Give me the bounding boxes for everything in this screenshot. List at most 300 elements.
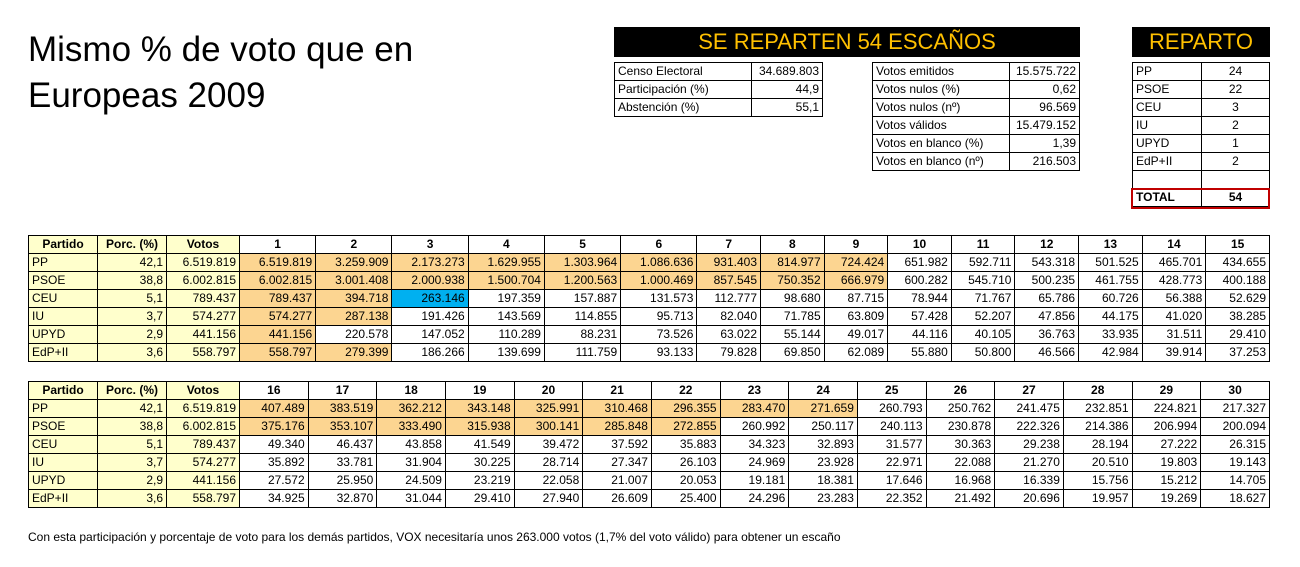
census-label: Censo Electoral [615,63,752,81]
party-votes: 6.002.815 [167,418,240,436]
quotient-cell: 34.323 [720,436,789,454]
total-highlight-box [1131,188,1270,209]
quotient-cell: 63.022 [697,326,761,344]
party-votes: 574.277 [167,308,240,326]
party-votes: 6.002.815 [167,272,240,290]
reparto-party: CEU [1133,99,1202,117]
quotient-cell: 41.020 [1142,308,1206,326]
header-party: Partido [29,382,98,400]
votes-table [872,62,1080,171]
table-row [29,272,1270,290]
party-pct: 42,1 [98,400,167,418]
quotient-cell: 362.212 [377,400,446,418]
table-header-row [29,236,1270,254]
quotient-cell: 87.715 [824,290,888,308]
party-votes: 558.797 [167,490,240,508]
reparto-party: IU [1133,117,1202,135]
table-row [29,454,1270,472]
census-row [615,81,823,99]
quotient-cell: 857.545 [697,272,761,290]
quotient-cell: 465.701 [1142,254,1206,272]
quotient-cell: 24.509 [377,472,446,490]
header-divisor: 10 [888,236,952,254]
reparto-banner: REPARTO [1132,27,1270,57]
table-row [29,472,1270,490]
header-divisor: 29 [1132,382,1201,400]
quotient-cell: 1.000.469 [621,272,697,290]
census-value: 55,1 [752,99,823,117]
header-divisor: 14 [1142,236,1206,254]
header-divisor: 9 [824,236,888,254]
votes-row [873,117,1080,135]
quotient-cell: 23.928 [789,454,858,472]
header-divisor: 15 [1206,236,1270,254]
quotient-cell: 18.381 [789,472,858,490]
quotient-cell: 49.017 [824,326,888,344]
total-value: 54 [1202,189,1270,207]
header-divisor: 21 [583,382,652,400]
reparto-seats [1202,171,1270,189]
quotient-cell: 73.526 [621,326,697,344]
votes-label: Votos nulos (%) [873,81,1010,99]
header-divisor: 19 [445,382,514,400]
header-divisor: 8 [761,236,825,254]
quotient-cell: 217.327 [1201,400,1270,418]
party-votes: 789.437 [167,436,240,454]
quotient-cell: 147.052 [392,326,468,344]
reparto-party: PP [1133,63,1202,81]
header-party: Partido [29,236,98,254]
quotient-cell: 42.984 [1079,344,1143,362]
quotient-cell: 1.629.955 [468,254,544,272]
quotient-cell: 15.756 [1063,472,1132,490]
votes-row [873,81,1080,99]
quotient-cell: 2.173.273 [392,254,468,272]
header-divisor: 1 [240,236,316,254]
header-divisor: 7 [697,236,761,254]
party-pct: 38,8 [98,272,167,290]
quotient-cell: 383.519 [308,400,377,418]
quotient-cell: 43.858 [377,436,446,454]
quotient-cell: 206.994 [1132,418,1201,436]
census-label: Participación (%) [615,81,752,99]
party-name: IU [29,454,98,472]
quotient-cell: 52.207 [951,308,1015,326]
total-label: TOTAL [1133,189,1202,207]
quotient-cell: 300.141 [514,418,583,436]
quotient-cell: 29.410 [445,490,514,508]
party-votes: 6.519.819 [167,400,240,418]
quotient-cell: 71.785 [761,308,825,326]
quotient-cell: 931.403 [697,254,761,272]
quotient-cell: 29.238 [995,436,1064,454]
quotient-cell: 27.222 [1132,436,1201,454]
quotient-cell: 35.892 [240,454,309,472]
header-divisor: 22 [651,382,720,400]
header-divisor: 2 [316,236,392,254]
quotient-cell: 230.878 [926,418,995,436]
quotient-cell: 30.363 [926,436,995,454]
quotient-cell: 36.763 [1015,326,1079,344]
quotient-cell: 214.386 [1063,418,1132,436]
quotient-cell: 27.572 [240,472,309,490]
header-divisor: 4 [468,236,544,254]
quotient-cell: 558.797 [240,344,316,362]
reparto-party: UPYD [1133,135,1202,153]
quotient-cell: 31.904 [377,454,446,472]
reparto-party: PSOE [1133,81,1202,99]
header-divisor: 27 [995,382,1064,400]
votes-value: 1,39 [1010,135,1080,153]
quotient-cell: 19.181 [720,472,789,490]
quotient-cell: 310.468 [583,400,652,418]
quotient-cell: 111.759 [544,344,620,362]
votes-label: Votos en blanco (nº) [873,153,1010,171]
quotient-cell: 651.982 [888,254,952,272]
quotient-cell: 110.289 [468,326,544,344]
quotient-cell: 240.113 [857,418,926,436]
party-name: IU [29,308,98,326]
header-divisor: 13 [1079,236,1143,254]
reparto-row [1133,171,1270,189]
votes-row [873,153,1080,171]
quotient-cell: 19.269 [1132,490,1201,508]
votes-label: Votos emitidos [873,63,1010,81]
votes-row [873,99,1080,117]
quotient-cell: 272.855 [651,418,720,436]
quotient-cell: 23.283 [789,490,858,508]
votes-value: 216.503 [1010,153,1080,171]
quotient-cell: 24.969 [720,454,789,472]
seats-banner: SE REPARTEN 54 ESCAÑOS [614,27,1080,57]
table-row [29,490,1270,508]
quotient-cell: 263.146 [392,290,468,308]
quotient-cell: 139.699 [468,344,544,362]
table-row [29,400,1270,418]
party-name: PP [29,400,98,418]
quotient-cell: 37.253 [1206,344,1270,362]
reparto-row [1133,99,1270,117]
quotient-cell: 6.002.815 [240,272,316,290]
party-pct: 3,6 [98,344,167,362]
quotient-cell: 71.767 [951,290,1015,308]
party-name: EdP+II [29,344,98,362]
header-divisor: 20 [514,382,583,400]
census-table [614,62,823,117]
quotient-cell: 285.848 [583,418,652,436]
quotient-cell: 333.490 [377,418,446,436]
party-votes: 441.156 [167,326,240,344]
header-divisor: 5 [544,236,620,254]
party-pct: 5,1 [98,436,167,454]
quotient-cell: 789.437 [240,290,316,308]
quotient-cell: 32.870 [308,490,377,508]
party-pct: 38,8 [98,418,167,436]
header-divisor: 6 [621,236,697,254]
votes-row [873,63,1080,81]
party-votes: 6.519.819 [167,254,240,272]
quotient-cell: 14.705 [1201,472,1270,490]
quotient-cell: 157.887 [544,290,620,308]
quotient-cell: 33.781 [308,454,377,472]
quotient-cell: 95.713 [621,308,697,326]
quotient-cell: 26.103 [651,454,720,472]
votes-label: Votos nulos (nº) [873,99,1010,117]
dhondt-table-2 [28,381,1270,508]
quotient-cell: 33.935 [1079,326,1143,344]
header-divisor: 17 [308,382,377,400]
table-row [29,436,1270,454]
quotient-cell: 600.282 [888,272,952,290]
party-pct: 3,7 [98,308,167,326]
quotient-cell: 279.399 [316,344,392,362]
header-divisor: 11 [951,236,1015,254]
quotient-cell: 592.711 [951,254,1015,272]
quotient-cell: 461.755 [1079,272,1143,290]
header-pct: Porc. (%) [98,236,167,254]
quotient-cell: 16.968 [926,472,995,490]
quotient-cell: 35.883 [651,436,720,454]
header-pct: Porc. (%) [98,382,167,400]
quotient-cell: 39.472 [514,436,583,454]
quotient-cell: 21.270 [995,454,1064,472]
quotient-cell: 666.979 [824,272,888,290]
quotient-cell: 434.655 [1206,254,1270,272]
quotient-cell: 28.194 [1063,436,1132,454]
quotient-cell: 25.400 [651,490,720,508]
census-value: 44,9 [752,81,823,99]
quotient-cell: 52.629 [1206,290,1270,308]
quotient-cell: 112.777 [697,290,761,308]
quotient-cell: 34.925 [240,490,309,508]
quotient-cell: 325.991 [514,400,583,418]
quotient-cell: 1.086.636 [621,254,697,272]
quotient-cell: 283.470 [720,400,789,418]
header-divisor: 28 [1063,382,1132,400]
quotient-cell: 56.388 [1142,290,1206,308]
quotient-cell: 574.277 [240,308,316,326]
quotient-cell: 400.188 [1206,272,1270,290]
reparto-row [1133,117,1270,135]
quotient-cell: 3.259.909 [316,254,392,272]
quotient-cell: 44.116 [888,326,952,344]
table-row [29,290,1270,308]
quotient-cell: 28.714 [514,454,583,472]
quotient-cell: 375.176 [240,418,309,436]
reparto-party: EdP+II [1133,153,1202,171]
quotient-cell: 6.519.819 [240,254,316,272]
header-divisor: 26 [926,382,995,400]
votes-label: Votos en blanco (%) [873,135,1010,153]
quotient-cell: 131.573 [621,290,697,308]
quotient-cell: 22.352 [857,490,926,508]
party-pct: 2,9 [98,472,167,490]
quotient-cell: 31.511 [1142,326,1206,344]
header-divisor: 24 [789,382,858,400]
quotient-cell: 21.007 [583,472,652,490]
party-name: PSOE [29,272,98,290]
quotient-cell: 38.285 [1206,308,1270,326]
quotient-cell: 57.428 [888,308,952,326]
quotient-cell: 315.938 [445,418,514,436]
quotient-cell: 20.053 [651,472,720,490]
quotient-cell: 30.225 [445,454,514,472]
table-row [29,418,1270,436]
quotient-cell: 200.094 [1201,418,1270,436]
header-divisor: 12 [1015,236,1079,254]
table-row [29,344,1270,362]
quotient-cell: 63.809 [824,308,888,326]
quotient-cell: 220.578 [316,326,392,344]
quotient-cell: 55.880 [888,344,952,362]
census-value: 34.689.803 [752,63,823,81]
quotient-cell: 724.424 [824,254,888,272]
quotient-cell: 15.212 [1132,472,1201,490]
footnote: Con esta participación y porcentaje de voto para los demás partidos, VOX necesitaría unos 263.000 votos (1,7% del voto válido) para obtener un escaño [28,530,841,544]
reparto-row [1133,153,1270,171]
quotient-cell: 407.489 [240,400,309,418]
quotient-cell: 545.710 [951,272,1015,290]
quotient-cell: 394.718 [316,290,392,308]
reparto-seats: 2 [1202,153,1270,171]
party-name: PP [29,254,98,272]
votes-value: 15.575.722 [1010,63,1080,81]
header-votes: Votos [167,236,240,254]
quotient-cell: 29.410 [1206,326,1270,344]
reparto-party [1133,171,1202,189]
quotient-cell: 186.266 [392,344,468,362]
quotient-cell: 343.148 [445,400,514,418]
party-votes: 574.277 [167,454,240,472]
quotient-cell: 501.525 [1079,254,1143,272]
reparto-table [1132,62,1270,207]
quotient-cell: 17.646 [857,472,926,490]
quotient-cell: 62.089 [824,344,888,362]
quotient-cell: 65.786 [1015,290,1079,308]
reparto-seats: 2 [1202,117,1270,135]
quotient-cell: 143.569 [468,308,544,326]
party-pct: 3,7 [98,454,167,472]
quotient-cell: 37.592 [583,436,652,454]
census-row [615,63,823,81]
quotient-cell: 271.659 [789,400,858,418]
quotient-cell: 191.426 [392,308,468,326]
quotient-cell: 21.492 [926,490,995,508]
party-name: PSOE [29,418,98,436]
reparto-seats: 1 [1202,135,1270,153]
quotient-cell: 25.950 [308,472,377,490]
quotient-cell: 20.510 [1063,454,1132,472]
quotient-cell: 222.326 [995,418,1064,436]
quotient-cell: 98.680 [761,290,825,308]
quotient-cell: 1.200.563 [544,272,620,290]
quotient-cell: 114.855 [544,308,620,326]
party-votes: 789.437 [167,290,240,308]
quotient-cell: 2.000.938 [392,272,468,290]
header-divisor: 18 [377,382,446,400]
quotient-cell: 250.762 [926,400,995,418]
party-name: CEU [29,436,98,454]
votes-label: Votos válidos [873,117,1010,135]
reparto-row [1133,63,1270,81]
header-divisor: 16 [240,382,309,400]
header-divisor: 3 [392,236,468,254]
quotient-cell: 50.800 [951,344,1015,362]
party-name: CEU [29,290,98,308]
quotient-cell: 22.088 [926,454,995,472]
quotient-cell: 27.347 [583,454,652,472]
party-votes: 441.156 [167,472,240,490]
quotient-cell: 260.793 [857,400,926,418]
header-divisor: 23 [720,382,789,400]
quotient-cell: 31.044 [377,490,446,508]
header-divisor: 30 [1201,382,1270,400]
quotient-cell: 260.992 [720,418,789,436]
census-label: Abstención (%) [615,99,752,117]
quotient-cell: 46.437 [308,436,377,454]
party-pct: 42,1 [98,254,167,272]
quotient-cell: 441.156 [240,326,316,344]
quotient-cell: 197.359 [468,290,544,308]
quotient-cell: 31.577 [857,436,926,454]
quotient-cell: 500.235 [1015,272,1079,290]
quotient-cell: 18.627 [1201,490,1270,508]
page-title: Mismo % de voto que en Europeas 2009 [28,30,414,115]
quotient-cell: 241.475 [995,400,1064,418]
party-pct: 3,6 [98,490,167,508]
quotient-cell: 55.144 [761,326,825,344]
quotient-cell: 22.058 [514,472,583,490]
quotient-cell: 20.696 [995,490,1064,508]
quotient-cell: 88.231 [544,326,620,344]
reparto-row [1133,135,1270,153]
quotient-cell: 353.107 [308,418,377,436]
reparto-seats: 3 [1202,99,1270,117]
quotient-cell: 19.957 [1063,490,1132,508]
quotient-cell: 93.133 [621,344,697,362]
quotient-cell: 82.040 [697,308,761,326]
quotient-cell: 60.726 [1079,290,1143,308]
quotient-cell: 814.977 [761,254,825,272]
party-name: EdP+II [29,490,98,508]
quotient-cell: 296.355 [651,400,720,418]
party-name: UPYD [29,472,98,490]
census-row [615,99,823,117]
votes-row [873,135,1080,153]
quotient-cell: 79.828 [697,344,761,362]
quotient-cell: 19.143 [1201,454,1270,472]
votes-value: 0,62 [1010,81,1080,99]
quotient-cell: 224.821 [1132,400,1201,418]
quotient-cell: 22.971 [857,454,926,472]
quotient-cell: 40.105 [951,326,1015,344]
quotient-cell: 250.117 [789,418,858,436]
quotient-cell: 16.339 [995,472,1064,490]
quotient-cell: 49.340 [240,436,309,454]
party-votes: 558.797 [167,344,240,362]
quotient-cell: 428.773 [1142,272,1206,290]
quotient-cell: 3.001.408 [316,272,392,290]
table-row [29,326,1270,344]
reparto-seats: 22 [1202,81,1270,99]
quotient-cell: 543.318 [1015,254,1079,272]
quotient-cell: 46.566 [1015,344,1079,362]
quotient-cell: 19.803 [1132,454,1201,472]
dhondt-table-1 [28,235,1270,362]
table-row [29,254,1270,272]
votes-value: 96.569 [1010,99,1080,117]
party-pct: 2,9 [98,326,167,344]
